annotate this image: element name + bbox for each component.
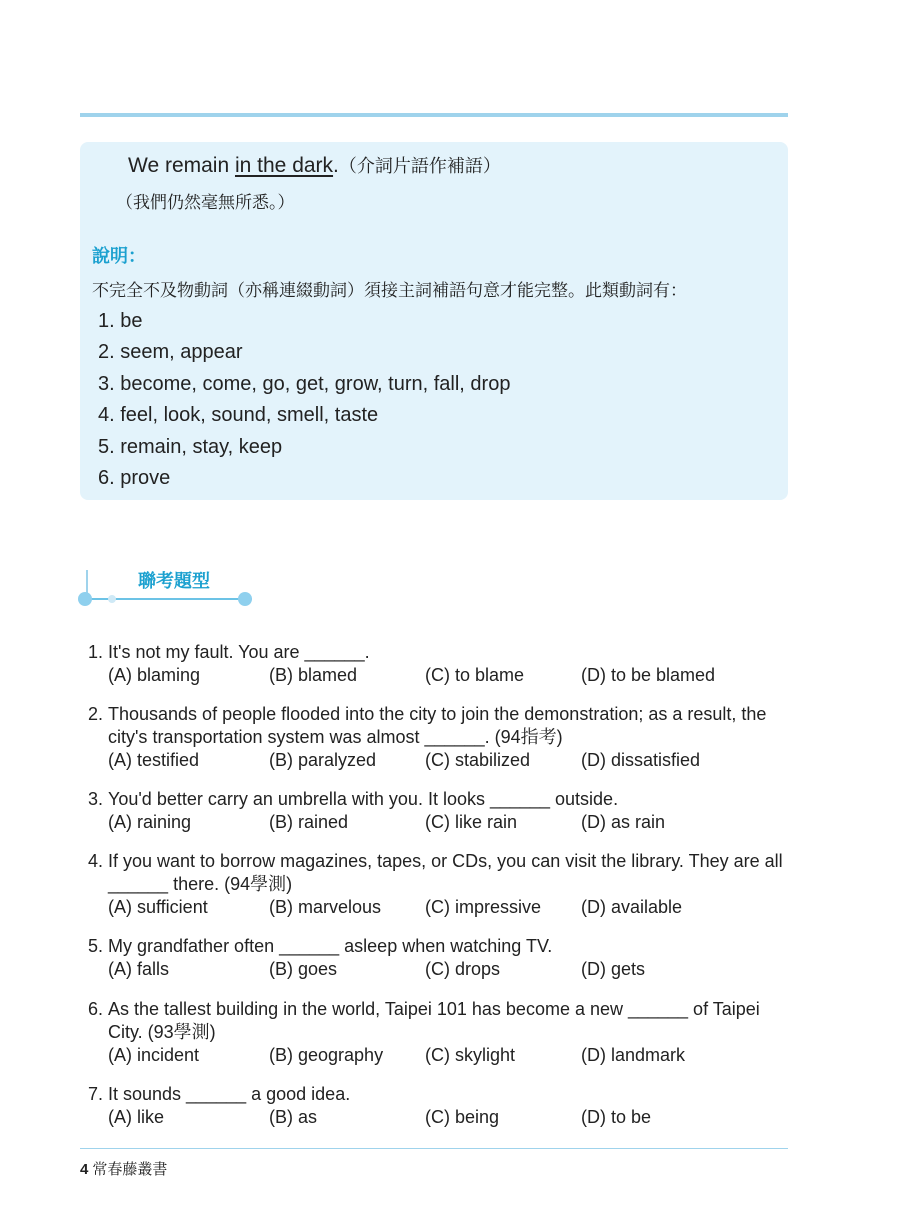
answer-options bbox=[108, 896, 790, 921]
question-text: If you want to borrow magazines, tapes, or CDs, you can visit the library. They are all ______ there. (94學測) bbox=[108, 851, 783, 894]
option-a: (A) testified bbox=[108, 750, 200, 770]
option-c: (C) skylight bbox=[425, 1045, 516, 1065]
explanation-box bbox=[80, 142, 788, 500]
option-a: (A) sufficient bbox=[108, 897, 208, 917]
question-text: You'd better carry an umbrella with you. It looks ______ outside. bbox=[108, 789, 619, 809]
publisher-name: 常春藤叢書 bbox=[92, 1161, 168, 1178]
explanation-title: 說明： bbox=[92, 246, 146, 266]
option-c: (C) drops bbox=[425, 959, 501, 979]
option-d: (D) landmark bbox=[581, 1045, 686, 1065]
option-b: (B) blamed bbox=[269, 665, 358, 685]
question bbox=[88, 641, 790, 689]
question-number: 1. bbox=[88, 642, 104, 662]
section-title: 聯考題型 bbox=[138, 571, 210, 591]
question-number: 7. bbox=[88, 1084, 104, 1104]
option-c: (C) like rain bbox=[425, 812, 518, 832]
example-underlined-phrase: in the dark bbox=[234, 154, 334, 177]
question bbox=[88, 935, 790, 983]
option-d: (D) gets bbox=[581, 959, 646, 979]
question-number: 3. bbox=[88, 789, 104, 809]
question-text: My grandfather often ______ asleep when watching TV. bbox=[108, 936, 553, 956]
question-number: 5. bbox=[88, 936, 104, 956]
list-item: 5. remain, stay, keep bbox=[98, 435, 283, 458]
linking-verb-list bbox=[98, 306, 510, 494]
option-b: (B) marvelous bbox=[269, 897, 382, 917]
list-item: 6. prove bbox=[98, 467, 171, 490]
heading-decor-dot bbox=[108, 595, 116, 603]
question-text: Thousands of people flooded into the city to join the demonstration; as a result, the city's transportation system was almost ______. (94指考) bbox=[108, 704, 767, 747]
option-b: (B) as bbox=[269, 1107, 318, 1127]
heading-decor-dot bbox=[78, 592, 92, 606]
option-d: (D) available bbox=[581, 897, 683, 917]
question bbox=[88, 703, 790, 774]
question bbox=[88, 850, 790, 921]
option-b: (B) paralyzed bbox=[269, 750, 377, 770]
question-number: 2. bbox=[88, 704, 104, 724]
option-c: (C) to blame bbox=[425, 665, 525, 685]
question-text: It sounds ______ a good idea. bbox=[108, 1084, 351, 1104]
example-sentence-start: We remain bbox=[128, 154, 235, 177]
top-rule bbox=[80, 113, 788, 117]
question-number: 6. bbox=[88, 999, 104, 1019]
option-c: (C) being bbox=[425, 1107, 500, 1127]
answer-options bbox=[108, 1044, 790, 1069]
answer-options bbox=[108, 958, 790, 983]
answer-options bbox=[108, 749, 790, 774]
section-heading bbox=[78, 562, 258, 608]
question bbox=[88, 788, 790, 836]
question bbox=[88, 1083, 790, 1131]
option-a: (A) incident bbox=[108, 1045, 200, 1065]
option-c: (C) stabilized bbox=[425, 750, 531, 770]
option-c: (C) impressive bbox=[425, 897, 542, 917]
option-a: (A) like bbox=[108, 1107, 165, 1127]
answer-options bbox=[108, 664, 790, 689]
explanation-text: 不完全不及物動詞（亦稱連綴動詞）須接主詞補語句意才能完整。此類動詞有： bbox=[92, 281, 687, 300]
list-item: 3. become, come, go, get, grow, turn, fall, drop bbox=[98, 372, 511, 395]
list-item: 1. be bbox=[98, 310, 143, 332]
question-text: It's not my fault. You are ______. bbox=[108, 642, 370, 662]
option-a: (A) raining bbox=[108, 812, 192, 832]
answer-options bbox=[108, 1106, 790, 1131]
list-item: 4. feel, look, sound, smell, taste bbox=[98, 404, 379, 427]
footer-rule bbox=[80, 1148, 788, 1149]
option-d: (D) dissatisfied bbox=[581, 750, 701, 770]
option-b: (B) rained bbox=[269, 812, 349, 832]
answer-options bbox=[108, 811, 790, 836]
option-a: (A) falls bbox=[108, 959, 170, 979]
heading-decor-dot bbox=[238, 592, 252, 606]
option-d: (D) to be bbox=[581, 1107, 652, 1127]
question-number: 4. bbox=[88, 851, 104, 871]
example-sentence-end: . bbox=[333, 154, 339, 177]
example-note: （介詞片語作補語） bbox=[338, 156, 501, 176]
list-item: 2. seem, appear bbox=[98, 341, 243, 364]
page-footer bbox=[80, 1158, 167, 1179]
question bbox=[88, 998, 790, 1069]
option-a: (A) blaming bbox=[108, 665, 201, 685]
page-number: 4 bbox=[80, 1161, 89, 1178]
question-text: As the tallest building in the world, Taipei 101 has become a new ______ of Taipei City. (93學測) bbox=[108, 999, 760, 1042]
option-d: (D) to be blamed bbox=[581, 665, 716, 685]
example-translation: （我們仍然毫無所悉。） bbox=[116, 193, 295, 212]
example-sentence bbox=[128, 152, 501, 178]
option-b: (B) geography bbox=[269, 1045, 384, 1065]
option-b: (B) goes bbox=[269, 959, 338, 979]
option-d: (D) as rain bbox=[581, 812, 666, 832]
